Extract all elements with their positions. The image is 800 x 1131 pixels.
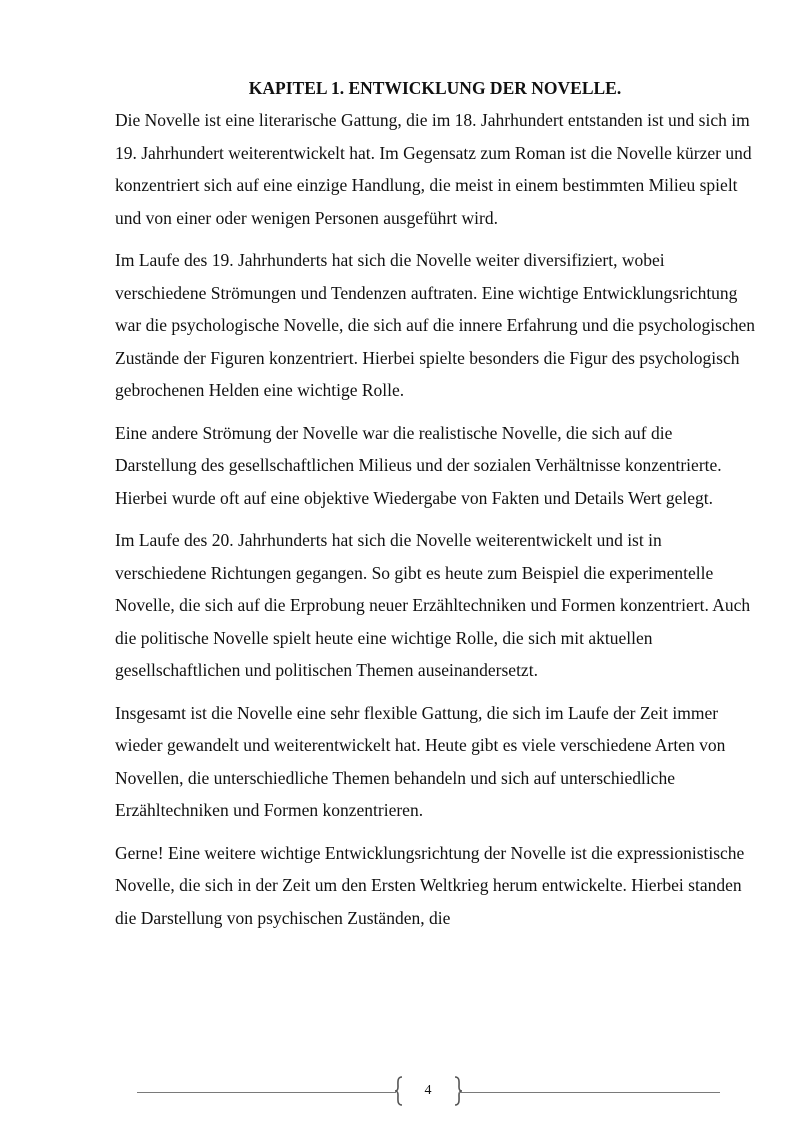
page-number: 4 [424,1083,432,1098]
footer-rule-right [459,1092,720,1093]
paragraph-3: Eine andere Strömung der Novelle war die realistische Novelle, die sich auf die Darstellung des gesellschaftlichen Milieus und der sozialen Verhältnisse konzentrierte. Hierbei wurde oft auf eine objektive Wiedergabe von Fakten und Details Wert gelegt. [115,422,722,508]
page-content [115,74,755,944]
paragraph-5: Insgesamt ist die Novelle eine sehr flexible Gattung, die sich im Laufe der Zeit immer wieder gewandelt und weiterentwickelt hat. Heute gibt es viele verschiedene Arten von Novellen, die unterschiedliche Themen behandeln und sich auf unterschiedliche Erzähltechniken und Formen konzentrieren. [115,702,726,820]
left-brace-icon [394,1076,404,1106]
right-brace-icon [453,1076,463,1106]
page-footer [0,1050,800,1098]
chapter-title: KAPITEL 1. ENTWICKLUNG DER NOVELLE. [248,78,622,98]
paragraph-2: Im Laufe des 19. Jahrhunderts hat sich die Novelle weiter diversifiziert, wobei verschiedene Strömungen und Tendenzen auftraten. Eine wichtige Entwicklungsrichtung war die psychologische Novelle, die sich auf die innere Erfahrung und die psychologischen Zustände der Figuren konzentriert. Hierbei spielte besonders die Figur des psychologisch gebrochenen Helden eine wichtige Rolle. [115,250,756,400]
footer-rule-left [137,1092,396,1093]
paragraph-1: Die Novelle ist eine literarische Gattung, die im 18. Jahrhundert entstanden ist und sich im 19. Jahrhundert weiterentwickelt hat. Im Gegensatz zum Roman ist die Novelle kürzer und konzentriert sich auf eine einzige Handlung, die meist in einem bestimmten Milieu spielt und von einer oder wenigen Personen ausgeführt wird. [115,110,752,228]
paragraph-4: Im Laufe des 20. Jahrhunderts hat sich die Novelle weiterentwickelt und ist in verschiedene Richtungen gegangen. So gibt es heute zum Beispiel die experimentelle Novelle, die sich auf die Erprobung neuer Erzähltechniken und Formen konzentriert. Auch die politische Novelle spielt heute eine wichtige Rolle, die sich mit aktuellen gesellschaftlichen und politischen Themen auseinandersetzt. [115,530,751,680]
paragraph-6: Gerne! Eine weitere wichtige Entwicklungsrichtung der Novelle ist die expressionistische Novelle, die sich in der Zeit um den Ersten Weltkrieg herum entwickelte. Hierbei standen die Darstellung von psychischen Zuständen, die [115,842,745,928]
